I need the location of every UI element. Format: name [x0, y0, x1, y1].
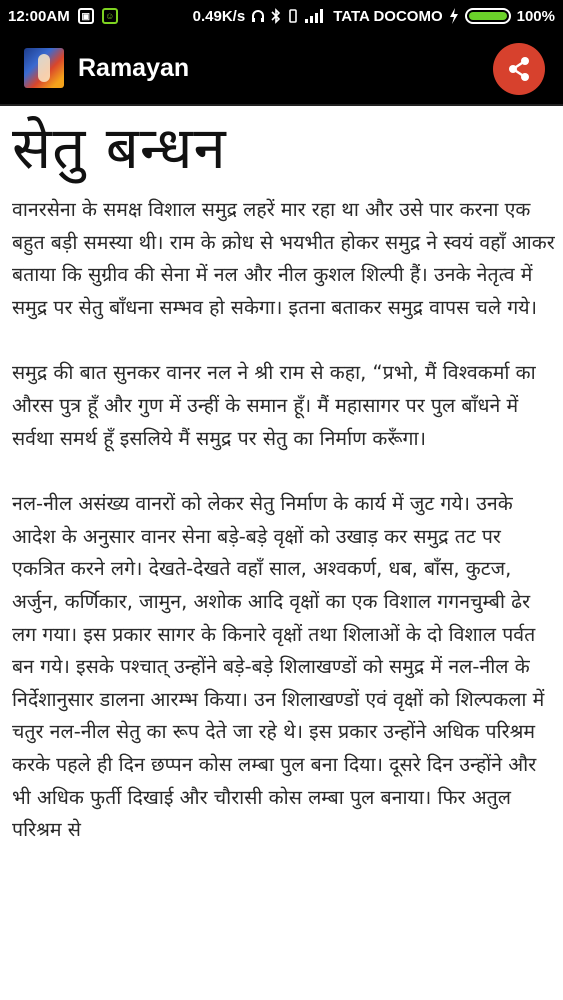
page-title: सेतु बन्धन [12, 114, 227, 182]
battery-percent: 100% [516, 7, 555, 25]
share-button[interactable] [493, 43, 545, 95]
status-bar [0, 0, 563, 32]
app-bar [0, 32, 563, 106]
app-logo [24, 48, 64, 88]
battery-icon [465, 8, 511, 24]
status-time: 12:00AM [8, 7, 70, 25]
headphones-icon [251, 9, 265, 23]
article-content[interactable] [12, 108, 556, 847]
network-speed: 0.49K/s [192, 7, 246, 25]
notification-icon: ▣ [78, 8, 94, 24]
battery-fill [469, 12, 507, 20]
bluetooth-icon [271, 8, 281, 24]
share-icon [506, 56, 532, 82]
paragraph-2: समुद्र की बात सुनकर वानर नल ने श्री राम से कहा, “प्रभो, मैं विश्वकर्मा का औरस पुत्र हूँ और गुण में उन्हीं के समान हूँ। मैं महासागर पर पुल बाँधने में सर्वथा समर्थ हूँ इसलिये मैं समुद्र पर सेतु का निर्माण करूँगा। [12, 361, 536, 450]
app-title: Ramayan [78, 53, 190, 82]
carrier-name: TATA DOCOMO [333, 7, 443, 25]
paragraph-1: वानरसेना के समक्ष विशाल समुद्र लहरें मार रहा था और उसे पार करना एक बहुत बड़ी समस्या थी। राम के क्रोध से भयभीत होकर समुद्र ने स्वयं वहाँ आकर बताया कि सुग्रीव की सेना में नल और नील कुशल शिल्पी हैं। उनके नेतृत्व में समुद्र पर सेतु बाँधना सम्भव हो सकेगा। इतना बताकर समुद्र वापस चले गये। [12, 198, 555, 319]
signal-icon [305, 9, 327, 23]
status-left [8, 8, 118, 25]
status-right [193, 8, 555, 25]
vibrate-icon [287, 8, 299, 24]
paragraph-3: नल-नील असंख्य वानरों को लेकर सेतु निर्माण के कार्य में जुट गये। उनके आदेश के अनुसार वानर सेना बड़े-बड़े वृक्षों को उखाड़ कर समुद्र तट पर एकत्रित करने लगे। देखते-देखते वहाँ साल, अश्वकर्ण, धब, बाँस, कुटज, अर्जुन, कर्णिकार, जामुन, अशोक आदि वृक्षों का एक विशाल गगनचुम्बी ढेर लग गया। इस प्रकार सागर के किनारे वृक्षों तथा शिलाओं के दो विशाल पर्वत बन गये। इसके पश्चात् उन्होंने बड़े-बड़े शिलाखण्डों को समुद्र में नल-नील के निर्देशानुसार डालना आरम्भ किया। उन शिलाखण्डों एवं वृक्षों को शिल्पकला में चतुर नल-नील सेतु का रूप देते जा रहे थे। इस प्रकार उन्होंने अधिक परिश्रम करके पहले ही दिन छप्पन कोस लम्बा पुल बना दिया। दूसरे दिन उन्होंने और भी अधिक फुर्ती दिखाई और चौरासी कोस लम्बा पुल बनाया। फिर अतुल परिश्रम से [12, 492, 545, 842]
charging-icon [449, 8, 459, 24]
android-icon: ☺ [102, 8, 118, 24]
